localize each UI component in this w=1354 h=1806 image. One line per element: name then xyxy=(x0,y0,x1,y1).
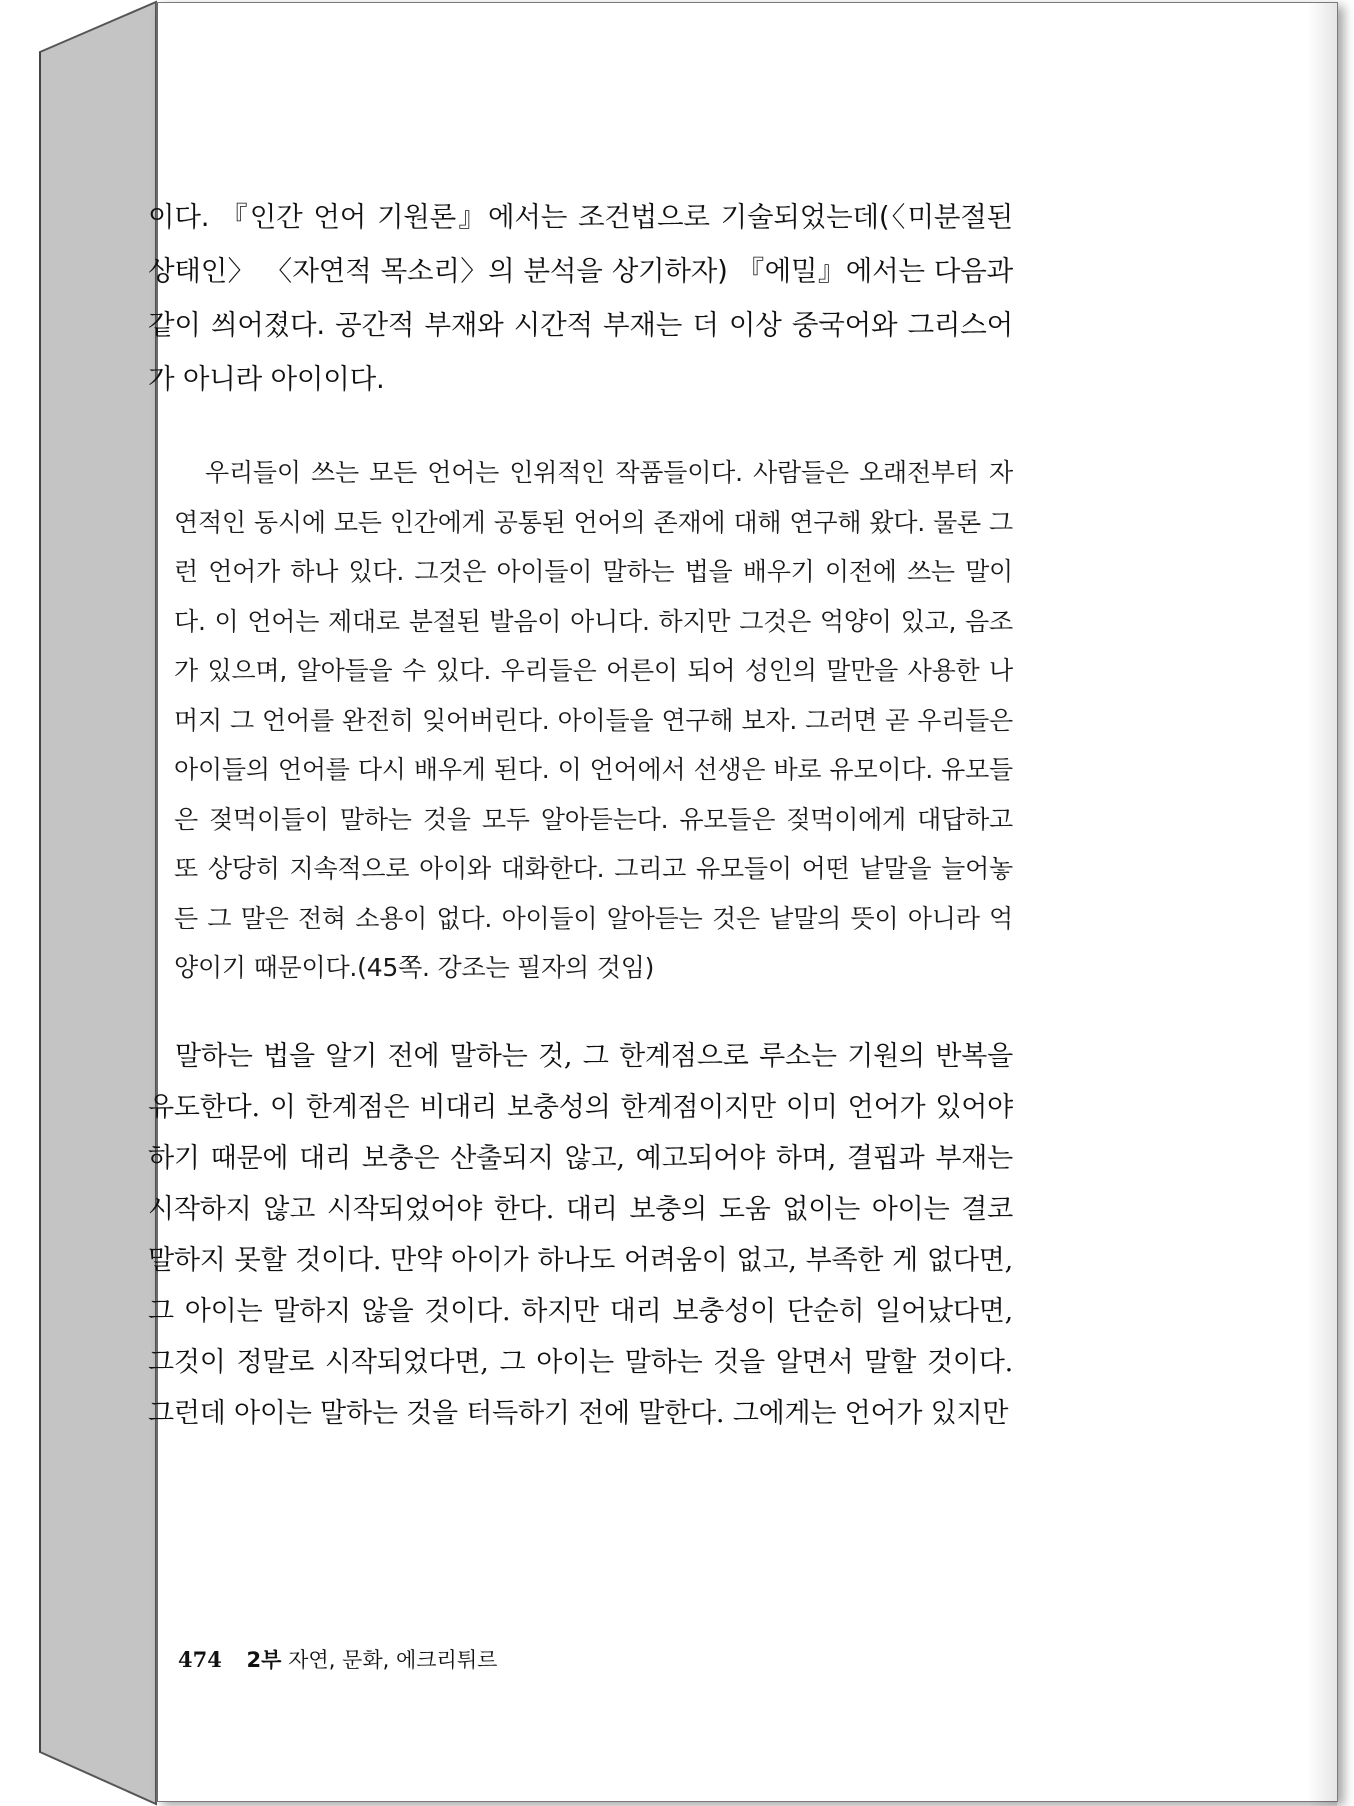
page-edge-shadow xyxy=(1307,3,1337,1806)
page-number: 474 xyxy=(178,1647,222,1672)
block-quote: 우리들이 쓰는 모든 언어는 인위적인 작품들이다. 사람들은 오래전부터 자연적인 동시에 모든 인간에게 공통된 언어의 존재에 대해 연구해 왔다. 물론 그런 언어가 하나 있다. 그것은 아이들이 말하는 법을 배우기 이전에 쓰는 말이다. 이 언어는 제대로 분절된 발음이 아니다. 하지만 그것은 억양이 있고, 음조가 있으며, 알아들을 수 있다. 우리들은 어른이 되어 성인의 말만을 사용한 나머지 그 언어를 완전히 잊어버린다. 아이들을 연구해 보자. 그러면 곧 우리들은 아이들의 언어를 다시 배우게 된다. 이 언어에서 선생은 바로 유모이다. 유모들은 젖먹이들이 말하는 것을 모두 알아듣는다. 유모들은 젖먹이에게 대답하고 또 상당히 지속적으로 아이와 대화한다. 그리고 유모들이 어떤 낱말을 늘어놓든 그 말은 전혀 소용이 없다. 아이들이 알아듣는 것은 낱말의 뜻이 아니라 억양이기 때문이다.(45쪽. 강조는 필자의 것임) xyxy=(174,458,1013,982)
body-paragraph-1: 이다. 『인간 언어 기원론』에서는 조건법으로 기술되었는데(〈미분절된 상태인〉 〈자연적 목소리〉의 분석을 상기하자) 『에밀』에서는 다음과 같이 씌어졌다. 공간적 부재와 시간적 부재는 더 이상 중국어와 그리스어가 아니라 아이이다. xyxy=(148,201,1013,395)
page-footer xyxy=(178,1644,497,1674)
page-body xyxy=(148,190,1013,1439)
footer-part: 2부 xyxy=(246,1648,282,1672)
footer-section-title: 자연, 문화, 에크리튀르 xyxy=(288,1648,498,1672)
body-paragraph-2: 말하는 법을 알기 전에 말하는 것, 그 한계점으로 루소는 기원의 반복을 유도한다. 이 한계점은 비대리 보충성의 한계점이지만 이미 언어가 있어야 하기 때문에 대리 보충은 산출되지 않고, 예고되어야 하며, 결핍과 부재는 시작하지 않고 시작되었어야 한다. 대리 보충의 도움 없이는 아이는 결코 말하지 못할 것이다. 만약 아이가 하나도 어려움이 없고, 부족한 게 없다면, 그 아이는 말하지 않을 것이다. 하지만 대리 보충성이 단순히 일어났다면, 그것이 정말로 시작되었다면, 그 아이는 말하는 것을 알면서 말할 것이다. 그런데 아이는 말하는 것을 터득하기 전에 말한다. 그에게는 언어가 있지만 xyxy=(148,1040,1013,1429)
